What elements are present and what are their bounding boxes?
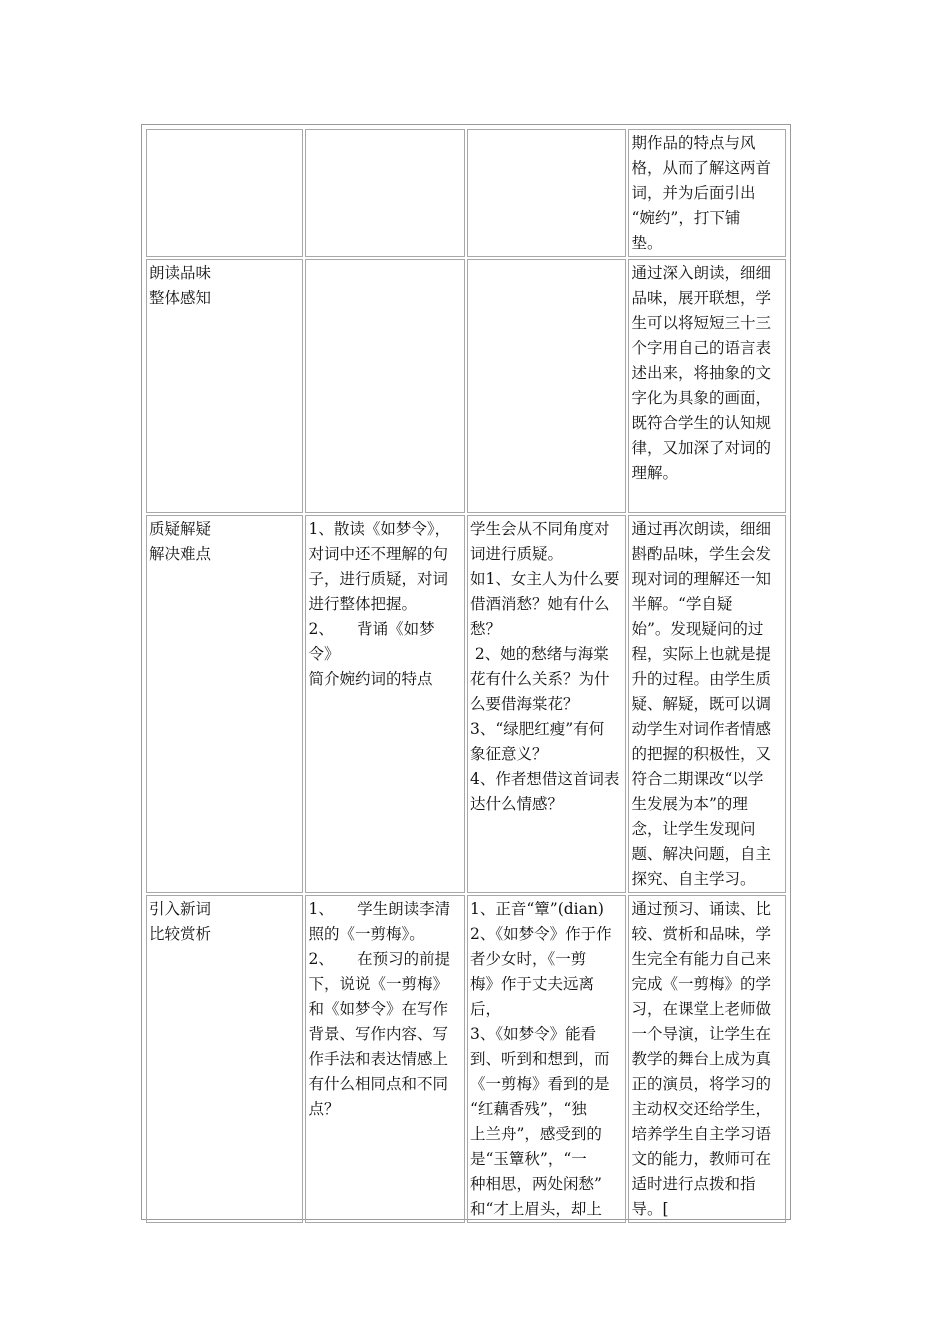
cell-text-line: 么要借海棠花？ — [469, 695, 579, 713]
cell-text-line: 借酒消愁？她有什么 — [469, 595, 610, 613]
cell-text-line: 现对词的理解还一知 — [631, 570, 771, 588]
cell-text-line: 对词中还不理解的句 — [308, 545, 448, 563]
cell-text-line: 学生会从不同角度对 — [469, 520, 610, 538]
cell-text-line: 2、 在预习的前提 — [308, 950, 451, 968]
cell-text-line: 作手法和表达情感上 — [308, 1050, 448, 1068]
cell-text-line: 进行整体把握。 — [308, 595, 417, 613]
cell-text-line: 3、“绿肥红瘦”有何 — [469, 720, 605, 738]
cell-text-line: 动学生对词作者情感 — [631, 720, 771, 738]
cell-text-line: 花有什么关系？为什 — [469, 670, 610, 688]
table-row — [146, 515, 786, 893]
cell-text-line: 子，进行质疑，对词 — [308, 570, 448, 588]
cell-text-line: 和《如梦令》在写作 — [308, 1000, 448, 1018]
cell-text-line: 始”。发现疑问的过 — [631, 620, 764, 638]
cell-text-line: 正的演员，将学习的 — [631, 1075, 771, 1093]
cell-teacher-activity — [305, 129, 465, 257]
cell-stage — [146, 259, 303, 513]
cell-text-line: 比较赏析 — [149, 925, 212, 943]
cell-text-line: 培养学生自主学习语 — [631, 1125, 771, 1143]
cell-text-line: 习，在课堂上老师做 — [631, 1000, 771, 1018]
cell-teacher-activity — [305, 259, 465, 513]
cell-text-line: 引入新词 — [149, 900, 212, 918]
cell-text-line: 朗读品味 — [149, 264, 212, 282]
cell-text-line: 者少女时，《一剪 — [469, 950, 587, 968]
cell-design-intent — [628, 515, 786, 893]
cell-text-line: 种相思，两处闲愁” — [469, 1175, 602, 1193]
cell-text-line: 4、作者想借这首词表 — [469, 770, 620, 788]
table-row — [146, 895, 786, 1223]
cell-text-line: 1、散读《如梦令》， — [308, 520, 451, 538]
lesson-table — [144, 127, 788, 1225]
cell-text-line: 愁？ — [469, 620, 501, 638]
cell-text-line: 个字用自己的语言表 — [631, 339, 771, 357]
cell-stage — [146, 515, 303, 893]
cell-text-line: 词进行质疑。 — [469, 545, 563, 563]
cell-text-line: 主动权交还给学生， — [631, 1100, 771, 1118]
cell-text-line: 教学的舞台上成为真 — [631, 1050, 771, 1068]
cell-text-line: 一个导演，让学生在 — [631, 1025, 771, 1043]
cell-text-line: 词，并为后面引出 — [631, 184, 756, 202]
cell-text-line: 述出来，将抽象的文 — [631, 364, 771, 382]
cell-text-line: 背景、写作内容、写 — [308, 1025, 448, 1043]
cell-teacher-activity — [305, 895, 465, 1223]
cell-text-line: 导。[ — [631, 1200, 669, 1218]
cell-text-line: 令》 — [308, 645, 340, 663]
cell-text-line: 2、《如梦令》作于作 — [469, 925, 612, 943]
cell-student-activity — [467, 895, 627, 1223]
cell-text-line: 探究、自主学习。 — [631, 870, 756, 888]
cell-text-line: 后， — [469, 1000, 501, 1018]
cell-text-line: 达什么情感？ — [469, 795, 563, 813]
cell-student-activity — [467, 129, 627, 257]
cell-text-line: 简介婉约词的特点 — [308, 670, 433, 688]
cell-text-line: 生完全有能力自己来 — [631, 950, 771, 968]
cell-text-line: 垫。 — [631, 234, 663, 252]
cell-design-intent — [628, 895, 786, 1223]
cell-text-line: 品味，展开联想，学 — [631, 289, 771, 307]
cell-student-activity — [467, 515, 627, 893]
cell-text-line: 质疑解疑 — [149, 520, 212, 538]
cell-text-line: 解决难点 — [149, 545, 212, 563]
cell-text-line: 通过预习、诵读、比 — [631, 900, 771, 918]
cell-text-line: 文的能力，教师可在 — [631, 1150, 771, 1168]
table-body — [146, 129, 786, 1223]
cell-text-line: 升的过程。由学生质 — [631, 670, 771, 688]
cell-stage — [146, 129, 303, 257]
cell-text-line: 念，让学生发现问 — [631, 820, 756, 838]
cell-text-line: 到、听到和想到，而 — [469, 1050, 610, 1068]
cell-text-line: 适时进行点拨和指 — [631, 1175, 756, 1193]
cell-text-line: 2、 背诵《如梦 — [308, 620, 435, 638]
cell-text-line: 和“才上眉头，却上 — [469, 1200, 602, 1218]
cell-text-line: 字化为具象的画面， — [631, 389, 771, 407]
cell-text-line: 1、 学生朗读李清 — [308, 900, 451, 918]
cell-text-line: 半解。“学自疑 — [631, 595, 733, 613]
cell-text-line: 是“玉簟秋”，“一 — [469, 1150, 587, 1168]
cell-text-line: 斟酌品味，学生会发 — [631, 545, 771, 563]
cell-text-line: 疑、解疑，既可以调 — [631, 695, 771, 713]
cell-text-line: 上兰舟”，感受到的 — [469, 1125, 602, 1143]
cell-text-line: 梅》作于丈夫远离 — [469, 975, 594, 993]
cell-text-line: 律，又加深了对词的 — [631, 439, 771, 457]
cell-text-line: “婉约”，打下铺 — [631, 209, 741, 227]
cell-text-line: 程，实际上也就是提 — [631, 645, 771, 663]
cell-text-line: 照的《一剪梅》。 — [308, 925, 425, 943]
cell-text-line: 生可以将短短三十三 — [631, 314, 771, 332]
cell-text-line: 既符合学生的认知规 — [631, 414, 771, 432]
cell-text-line: 题、解决问题，自主 — [631, 845, 771, 863]
lesson-plan-table — [141, 124, 791, 1220]
cell-text-line: 通过深入朗读，细细 — [631, 264, 771, 282]
cell-stage — [146, 895, 303, 1223]
cell-design-intent — [628, 129, 786, 257]
cell-text-line: 较、赏析和品味，学 — [631, 925, 771, 943]
cell-text-line: 点？ — [308, 1100, 340, 1118]
cell-text-line: 格，从而了解这两首 — [631, 159, 771, 177]
cell-text-line: 2、她的愁绪与海棠 — [469, 645, 609, 663]
cell-text-line: 1、正音“簟”(dian) — [469, 900, 604, 918]
cell-text-line: 整体感知 — [149, 289, 212, 307]
cell-text-line: 有什么相同点和不同 — [308, 1075, 448, 1093]
table-row — [146, 259, 786, 513]
cell-text-line: “红藕香残”，“独 — [469, 1100, 587, 1118]
cell-design-intent — [628, 259, 786, 513]
cell-teacher-activity — [305, 515, 465, 893]
cell-text-line: 完成《一剪梅》的学 — [631, 975, 771, 993]
cell-text-line: 生发展为本”的理 — [631, 795, 748, 813]
cell-text-line: 通过再次朗读，细细 — [631, 520, 771, 538]
cell-text-line: 的把握的积极性，又 — [631, 745, 771, 763]
cell-text-line: 3、《如梦令》能看 — [469, 1025, 597, 1043]
cell-text-line: 象征意义？ — [469, 745, 548, 763]
cell-student-activity — [467, 259, 627, 513]
table-row — [146, 129, 786, 257]
cell-text-line: 期作品的特点与风 — [631, 134, 756, 152]
cell-text-line: 下，说说《一剪梅》 — [308, 975, 448, 993]
cell-text-line: 《一剪梅》看到的是 — [469, 1075, 610, 1093]
cell-text-line: 符合二期课改“以学 — [631, 770, 764, 788]
cell-text-line: 理解。 — [631, 464, 678, 482]
cell-text-line: 如1、女主人为什么要 — [469, 570, 620, 588]
